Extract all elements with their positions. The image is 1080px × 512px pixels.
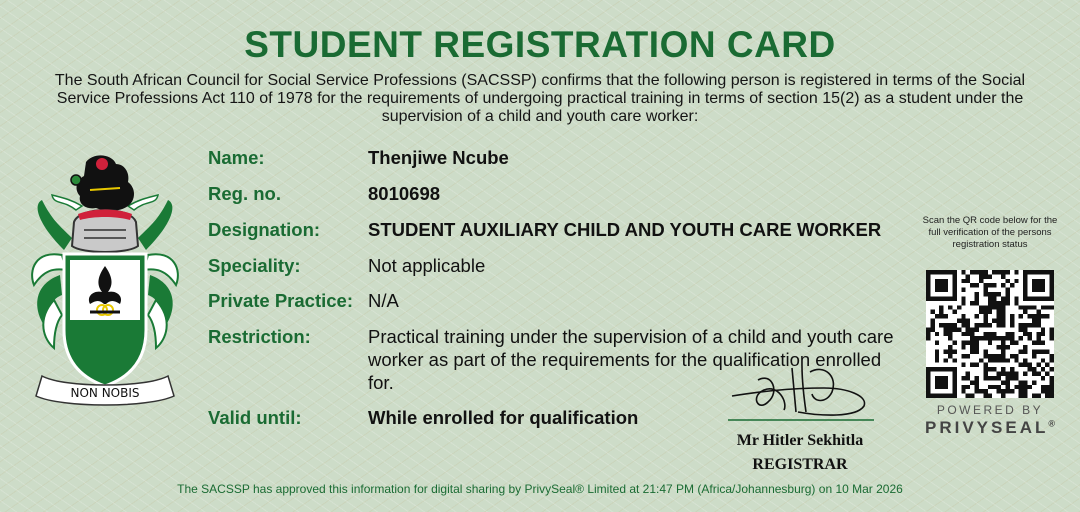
field-speciality: [208, 254, 485, 277]
field-label: Reg. no.: [208, 183, 281, 204]
privyseal-wordmark: PRIVYSEAL: [925, 418, 1049, 437]
name-value: Thenjiwe Ncube: [368, 147, 509, 168]
qr-instruction: Scan the QR code below for the full verification of the persons registration status: [922, 215, 1058, 250]
field-private-practice: [208, 289, 399, 312]
registrar-title: REGISTRAR: [752, 456, 848, 473]
card-title: STUDENT REGISTRATION CARD: [244, 24, 836, 65]
field-name: [208, 146, 509, 169]
coat-of-arms-logo: [24, 150, 186, 412]
field-designation: [208, 218, 881, 241]
powered-by-label: POWERED BY: [936, 403, 1044, 417]
field-label: Designation:: [208, 219, 321, 240]
reg-no-value: 8010698: [368, 183, 441, 204]
field-reg-no: [208, 182, 440, 205]
privyseal-logo: [920, 418, 1060, 438]
registrar-signature: [728, 362, 874, 424]
field-valid-until: [208, 406, 638, 429]
field-label: Restriction:: [208, 326, 311, 347]
speciality-value: Not applicable: [368, 255, 486, 276]
designation-value: STUDENT AUXILIARY CHILD AND YOUTH CARE WORKER: [368, 219, 882, 240]
sharing-notice: The SACSSP has approved this information for digital sharing by PrivySeal® Limited at 21:47 PM (Africa/Johannesburg) on 10 Mar 2026: [177, 482, 903, 496]
private-practice-value: N/A: [368, 290, 399, 311]
registered-mark: ®: [1048, 418, 1055, 429]
restriction-value: Practical training under the supervision of a child and youth care worker as part of the requirements for the qualification enrolled for.: [368, 326, 894, 393]
qr-code[interactable]: [926, 270, 1054, 398]
field-label: Private Practice:: [208, 290, 354, 311]
intro-paragraph: The South African Council for Social Service Professions (SACSSP) confirms that the following person is registered in terms of the Social Service Professions Act 110 of 1978 for the requirements of undergoing practical training in terms of section 15(2) as a student under the supervision of a child and youth care worker:: [54, 72, 1026, 125]
field-label: Speciality:: [208, 255, 301, 276]
registrar-name: Mr Hitler Sekhitla: [736, 432, 864, 449]
field-label: Valid until:: [208, 407, 302, 428]
valid-until-value: While enrolled for qualification: [368, 407, 639, 428]
field-label: Name:: [208, 147, 265, 168]
crest-motto: NON NOBIS: [70, 386, 140, 400]
